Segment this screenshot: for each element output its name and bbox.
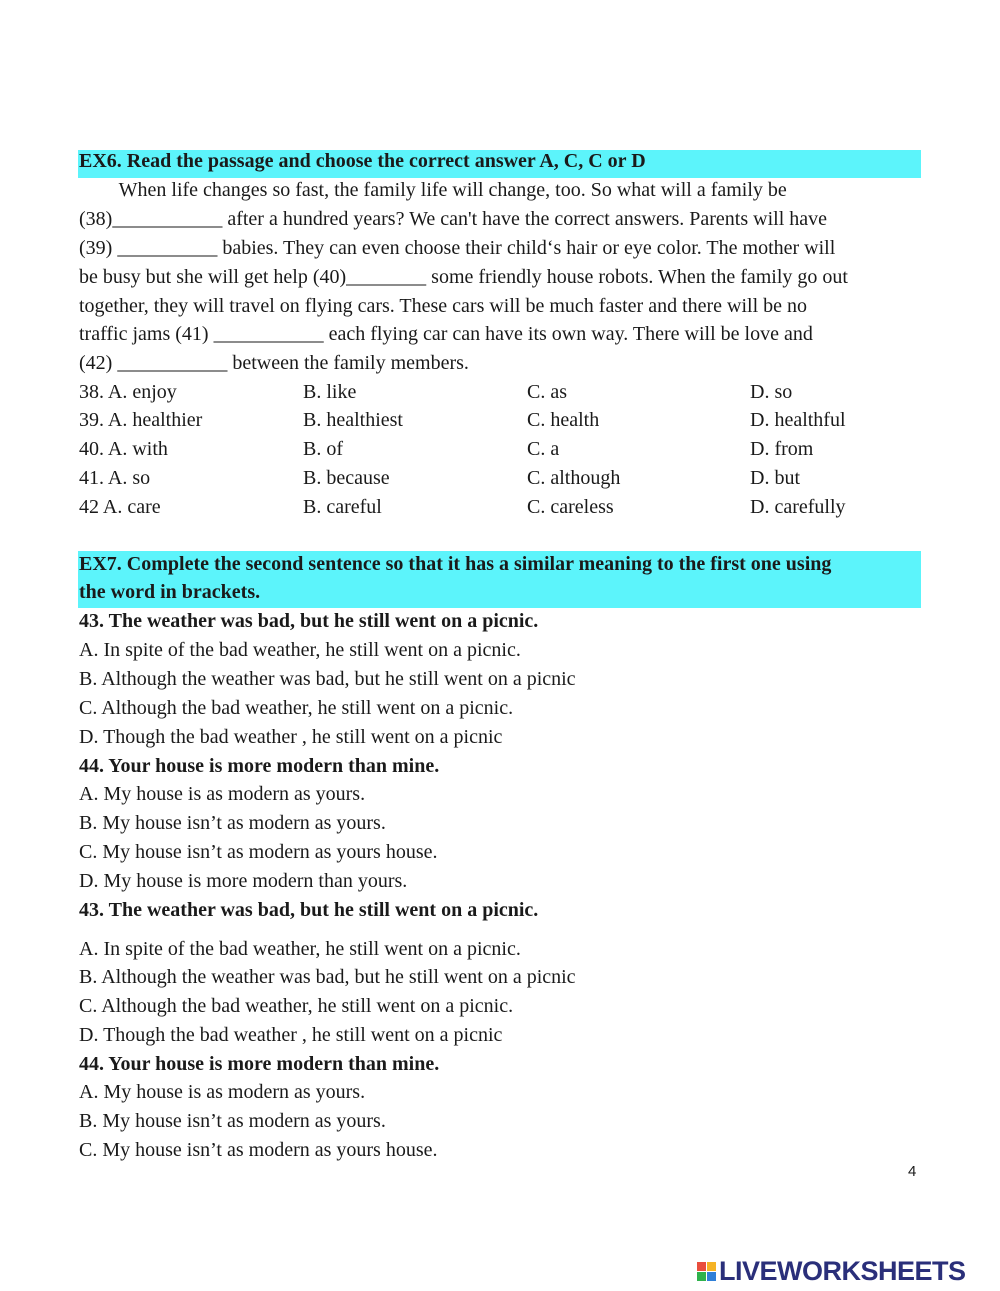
option-c: C. health — [527, 409, 600, 431]
option-b: B. of — [303, 438, 343, 460]
ex6-passage-line: traffic jams (41) ___________ each flying car can have its own way. There will be love and — [79, 323, 813, 345]
logo-text: LIVEWORKSHEETS — [719, 1255, 966, 1286]
option-a: 39. A. healthier — [79, 409, 203, 431]
question-stem: 44. Your house is more modern than mine. — [79, 1053, 440, 1075]
option-c: C. although — [527, 467, 621, 489]
answer-option: A. In spite of the bad weather, he still went on a picnic. — [79, 938, 521, 960]
ex7-heading-continued: the word in brackets. — [79, 581, 261, 603]
option-b: B. because — [303, 467, 390, 489]
ex7-heading: EX7. Complete the second sentence so that it has a similar meaning to the first one using — [79, 553, 832, 575]
ex6-heading: EX6. Read the passage and choose the correct answer A, C, C or D — [79, 150, 646, 172]
answer-option: D. Though the bad weather , he still went on a picnic — [79, 1024, 503, 1046]
option-a: 38. A. enjoy — [79, 381, 177, 403]
option-a: 42 A. care — [79, 496, 161, 518]
answer-option: C. Although the bad weather, he still went on a picnic. — [79, 697, 514, 719]
option-a: 40. A. with — [79, 438, 168, 460]
question-stem: 44. Your house is more modern than mine. — [79, 755, 440, 777]
answer-option: B. My house isn’t as modern as yours. — [79, 1110, 386, 1132]
ex6-passage-line: together, they will travel on flying cars. These cars will be much faster and there will be no — [79, 295, 808, 317]
answer-option: A. My house is as modern as yours. — [79, 1081, 366, 1103]
ex6-passage-line: When life changes so fast, the family life will change, too. So what will a family be — [79, 179, 787, 201]
question-stem: 43. The weather was bad, but he still went on a picnic. — [79, 899, 539, 921]
option-c: C. a — [527, 438, 560, 460]
option-a: 41. A. so — [79, 467, 151, 489]
liveworksheets-logo[interactable] — [697, 1256, 966, 1286]
answer-option: C. My house isn’t as modern as yours house. — [79, 1139, 438, 1161]
answer-option: A. My house is as modern as yours. — [79, 783, 366, 805]
answer-option: A. In spite of the bad weather, he still went on a picnic. — [79, 639, 521, 661]
ex6-passage-line: (39) __________ babies. They can even choose their child‘s hair or eye color. The mother will — [79, 237, 836, 259]
ex6-passage-line: be busy but she will get help (40)________ some friendly house robots. When the family go out — [79, 266, 848, 288]
option-c: C. as — [527, 381, 567, 403]
logo-mark-icon — [697, 1262, 716, 1281]
answer-option: D. My house is more modern than yours. — [79, 870, 408, 892]
option-b: B. like — [303, 381, 357, 403]
option-c: C. careless — [527, 496, 614, 518]
answer-option: B. Although the weather was bad, but he still went on a picnic — [79, 668, 576, 690]
page-number: 4 — [908, 1163, 917, 1180]
option-d: D. from — [750, 438, 814, 460]
option-d: D. carefully — [750, 496, 846, 518]
option-d: D. but — [750, 467, 800, 489]
answer-option: C. My house isn’t as modern as yours house. — [79, 841, 438, 863]
option-b: B. healthiest — [303, 409, 403, 431]
answer-option: C. Although the bad weather, he still went on a picnic. — [79, 995, 514, 1017]
option-d: D. healthful — [750, 409, 846, 431]
ex6-passage-line: (38)___________ after a hundred years? We can't have the correct answers. Parents will have — [79, 208, 828, 230]
option-b: B. careful — [303, 496, 382, 518]
question-stem: 43. The weather was bad, but he still went on a picnic. — [79, 610, 539, 632]
answer-option: B. My house isn’t as modern as yours. — [79, 812, 386, 834]
option-d: D. so — [750, 381, 793, 403]
answer-option: D. Though the bad weather , he still went on a picnic — [79, 726, 503, 748]
ex6-passage-line: (42) ___________ between the family members. — [79, 352, 469, 374]
answer-option: B. Although the weather was bad, but he still went on a picnic — [79, 966, 576, 988]
